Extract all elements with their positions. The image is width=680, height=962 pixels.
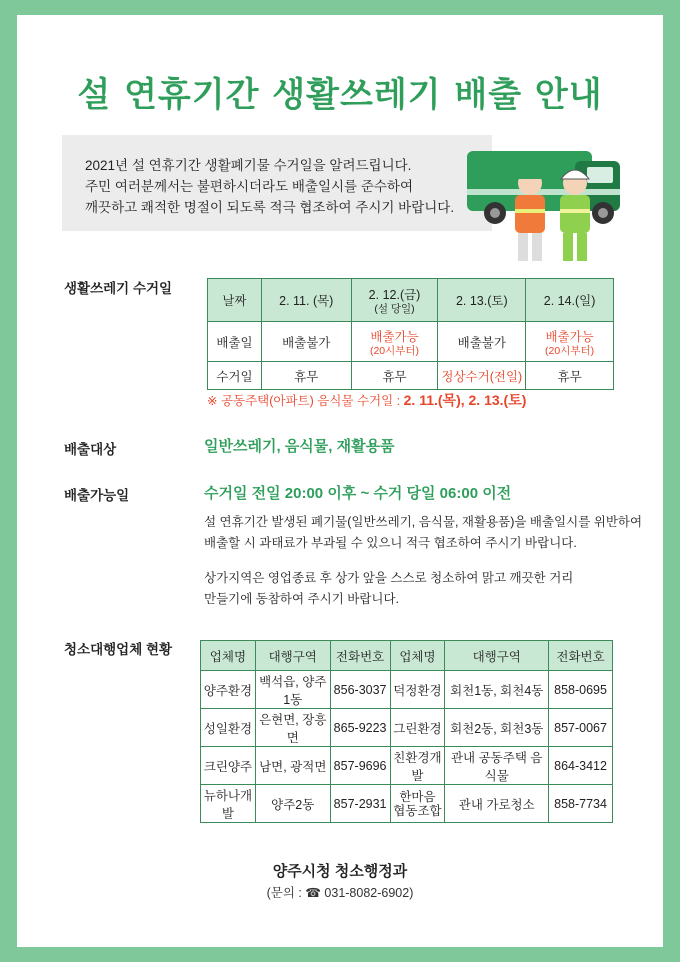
table-cell: 858-0695 [549,671,613,709]
table-cell: 857-0067 [549,709,613,747]
available-value: 수거일 전일 20:00 이후 ~ 수거 당일 06:00 이전 [204,485,512,502]
row-label: 수거일 [208,362,262,390]
target-label: 배출대상 [64,442,117,457]
notice-line: 주민 여러분께서는 불편하시더라도 배출일시를 준수하여 [85,179,413,194]
table-cell: 백석읍, 양주1동 [255,671,330,709]
notice-line: 깨끗하고 쾌적한 명절이 되도록 적극 협조하여 주시기 바랍니다. [85,200,455,215]
paragraph-line: 상가지역은 영업종료 후 상가 앞을 스스로 청소하여 맑고 깨끗한 거리 [204,571,574,585]
table-cell: 크린양주 [201,747,256,785]
table-row [201,785,613,823]
table-cell: 양주2동 [255,785,330,823]
table-cell: 회천1동, 회천4동 [445,671,549,709]
table-cell: 휴무 [261,362,351,390]
cell-sub: (20시부터) [369,344,420,357]
available-label: 배출가능일 [64,488,130,503]
table-cell [526,322,614,362]
table-header: 전화번호 [549,641,613,671]
truck-wheel [490,208,500,218]
table-row [201,747,613,785]
department-name: 양주시청 청소행정과 [272,863,408,880]
schedule-table [207,278,614,390]
truck-stripe [467,189,620,195]
table-header: 2. 13.(토) [438,279,526,322]
table-row [201,671,613,709]
table-cell: 배출불가 [261,322,351,362]
cell-line: 한마음 [399,789,436,804]
table-cell: 그린환경 [390,709,445,747]
table-row [201,709,613,747]
table-header: 대행구역 [445,641,549,671]
table-cell: 857-9696 [330,747,390,785]
paragraph-line: 설 연휴기간 발생된 폐기물(일반쓰레기, 음식물, 재활용품)을 배출일시를 위반하여 [204,515,643,529]
apartment-food-note [207,390,526,410]
table-cell [351,322,438,362]
table-cell: 정상수거(전일) [438,362,526,390]
table-cell: 양주환경 [201,671,256,709]
garbage-truck-workers-illustration [465,143,630,268]
table-header: 2. 11. (목) [261,279,351,322]
cell-sub: (20시부터) [545,344,595,357]
cell-main: 배출가능 [545,329,594,344]
table-cell: 친환경개발 [390,747,445,785]
notice-box [62,135,492,231]
notice-line: 2021년 설 연휴기간 생활폐기물 수거일을 알려드립니다. [85,158,412,173]
header-date: 2. 12.(금) [368,288,421,302]
cell-line: 협동조합 [393,803,442,818]
cell-main: 배출가능 [370,329,419,344]
table-header: 전화번호 [330,641,390,671]
paragraph-line: 배출할 시 과태료가 부과될 수 있으니 적극 협조하여 주시기 바랍니다. [204,536,577,550]
table-cell: 남면, 광적면 [255,747,330,785]
table-cell: 덕정환경 [390,671,445,709]
contact-prefix: (문의 : [266,886,306,900]
contact-info [17,883,663,901]
schedule-label: 생활쓰레기 수거일 [64,281,173,296]
poster-page [17,15,663,947]
note-prefix: ※ 공동주택(아파트) 음식물 수거일 : [207,394,404,408]
contact-phone: 031-8082-6902) [320,886,414,900]
table-cell: 857-2931 [330,785,390,823]
table-cell: 856-3037 [330,671,390,709]
table-cell: 회천2동, 회천3동 [445,709,549,747]
shop-paragraph [204,568,573,610]
table-cell: 865-9223 [330,709,390,747]
table-cell: 휴무 [526,362,614,390]
header-subnote: (설 당일) [374,303,415,315]
table-cell: 858-7734 [549,785,613,823]
violation-paragraph [204,512,642,554]
worker-vest [515,195,545,233]
table-cell [390,785,445,823]
table-cell: 성일환경 [201,709,256,747]
table-cell: 뉴하나개발 [201,785,256,823]
table-header: 업체명 [390,641,445,671]
truck-window [587,167,613,183]
page-title: 설 연휴기간 생활쓰레기 배출 안내 [77,75,603,115]
truck-wheel [598,208,608,218]
target-value: 일반쓰레기, 음식물, 재활용품 [204,438,395,455]
worker-vest [560,195,590,233]
table-header: 대행구역 [255,641,330,671]
table-header: 2. 14.(일) [526,279,614,322]
table-header: 업체명 [201,641,256,671]
table-cell: 864-3412 [549,747,613,785]
table-cell: 은현면, 장흥면 [255,709,330,747]
row-label: 배출일 [208,322,262,362]
phone-icon: ☎ [305,886,321,900]
table-cell: 관내 가로청소 [445,785,549,823]
companies-label: 청소대행업체 현황 [64,642,173,657]
table-cell: 관내 공동주택 음식물 [445,747,549,785]
table-cell: 휴무 [351,362,438,390]
companies-table [200,640,613,823]
table-cell: 배출불가 [438,322,526,362]
note-dates: 2. 11.(목), 2. 13.(토) [403,392,527,408]
table-header: 날짜 [208,279,262,322]
paragraph-line: 만들기에 동참하여 주시기 바랍니다. [204,592,400,606]
table-header [351,279,438,322]
